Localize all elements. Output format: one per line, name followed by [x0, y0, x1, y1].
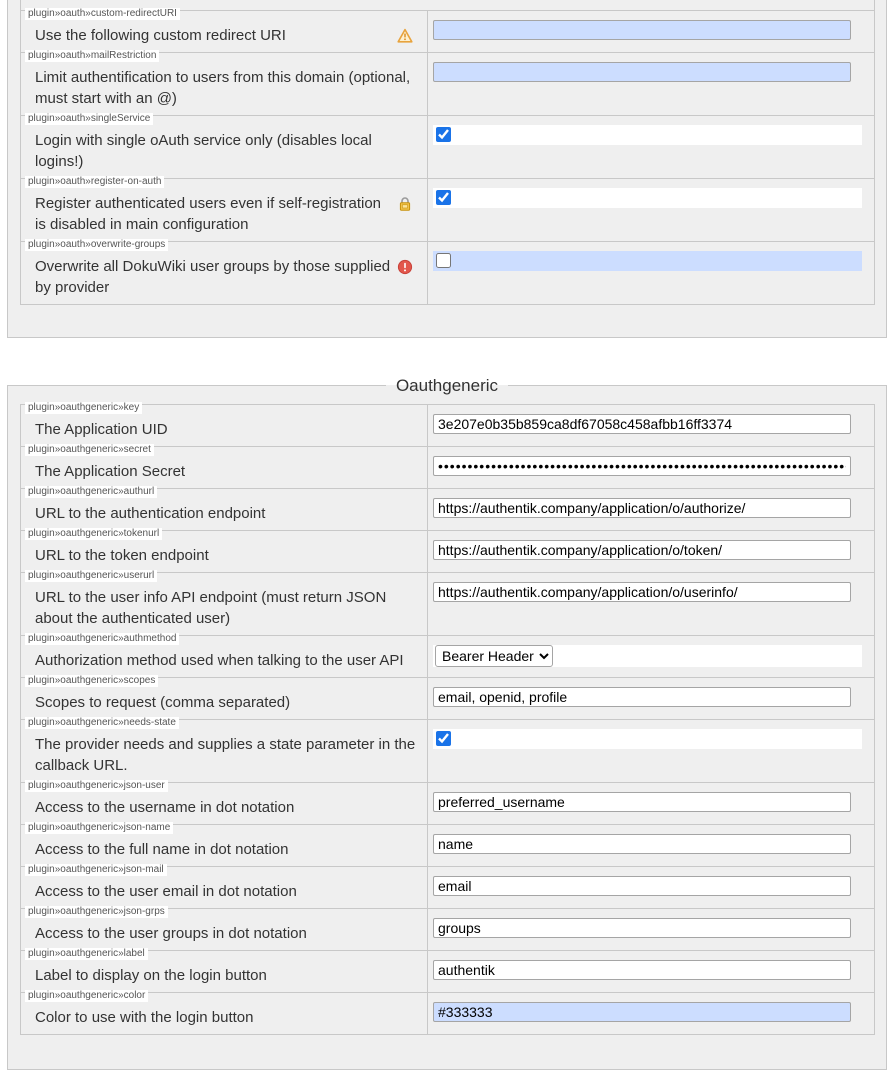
- setting-key: plugin»oauth»register-on-auth: [25, 176, 164, 188]
- setting-label: URL to the authentication endpoint: [35, 504, 266, 522]
- setting-key: plugin»oauthgeneric»authurl: [25, 486, 157, 498]
- json-grps-input[interactable]: [433, 918, 851, 938]
- json-name-input[interactable]: [433, 834, 851, 854]
- setting-value-cell: [428, 824, 875, 866]
- setting-row-register-on-auth: [21, 178, 875, 241]
- setting-label-cell: [21, 989, 428, 1034]
- setting-row-authmethod: [21, 635, 875, 677]
- setting-row-json-grps: [21, 908, 875, 950]
- singleService-checkbox[interactable]: [436, 127, 451, 142]
- setting-label: Access to the user groups in dot notation: [35, 924, 307, 942]
- setting-key: plugin»oauthgeneric»key: [25, 402, 142, 414]
- setting-label-cell: [21, 112, 428, 178]
- setting-label-line: [25, 734, 419, 776]
- setting-value-cell: [428, 992, 875, 1034]
- setting-key: plugin»oauthgeneric»json-mail: [25, 864, 167, 876]
- setting-label-cell: [21, 527, 428, 572]
- setting-label-cell: [21, 863, 428, 908]
- register-on-auth-checkbox[interactable]: [436, 190, 451, 205]
- setting-value-cell: [428, 446, 875, 488]
- setting-row-key: [21, 404, 875, 446]
- setting-row-overwrite-groups: [21, 241, 875, 304]
- section-title: Oauthgeneric: [395, 375, 499, 395]
- custom-redirectURI-input[interactable]: [433, 20, 851, 40]
- setting-value-cell: [428, 115, 875, 178]
- setting-key: plugin»oauthgeneric»json-user: [25, 780, 168, 792]
- needs-state-checkbox[interactable]: [436, 731, 451, 746]
- json-user-input[interactable]: [433, 792, 851, 812]
- setting-label-cell: [21, 905, 428, 950]
- section-oauth: [7, 0, 887, 338]
- setting-label: Login with single oAuth service only (disables local logins!): [35, 131, 372, 170]
- overwrite-groups-checkbox-strip: [433, 251, 862, 271]
- setting-value-cell: [428, 635, 875, 677]
- setting-value-cell: [428, 488, 875, 530]
- register-on-auth-checkbox-strip: [433, 188, 862, 208]
- setting-label: The Application Secret: [35, 462, 186, 480]
- setting-label-line: [25, 67, 419, 109]
- setting-row-custom-redirectURI: [21, 10, 875, 52]
- setting-label: Overwrite all DokuWiki user groups by those supplied by provider: [35, 257, 391, 296]
- setting-label-line: [25, 965, 419, 986]
- setting-value-cell: [428, 677, 875, 719]
- setting-key: plugin»oauthgeneric»authmethod: [25, 633, 179, 645]
- setting-key: plugin»oauthgeneric»scopes: [25, 675, 158, 687]
- setting-key: plugin»oauthgeneric»tokenurl: [25, 528, 162, 540]
- mailRestriction-input[interactable]: [433, 62, 851, 82]
- setting-key: plugin»oauthgeneric»userurl: [25, 570, 157, 582]
- setting-label-cell: [21, 947, 428, 992]
- setting-label-line: [25, 25, 419, 46]
- authurl-input[interactable]: [433, 498, 851, 518]
- setting-row-needs-state: [21, 719, 875, 782]
- setting-value-cell: [428, 572, 875, 635]
- setting-label-cell: [21, 716, 428, 782]
- setting-label-line: [25, 130, 419, 172]
- setting-row-singleService: [21, 115, 875, 178]
- json-mail-input[interactable]: [433, 876, 851, 896]
- setting-label-line: [25, 797, 419, 818]
- setting-label-cell: [21, 175, 428, 241]
- setting-row-scopes: [21, 677, 875, 719]
- setting-value-cell: [428, 908, 875, 950]
- error-icon: [397, 259, 413, 275]
- setting-row-mailRestriction: [21, 52, 875, 115]
- setting-label-line: [25, 587, 419, 629]
- setting-value-cell: [428, 719, 875, 782]
- setting-label-line: [25, 650, 419, 671]
- setting-value-cell: [428, 241, 875, 304]
- oauth-settings-table: [20, 0, 875, 305]
- setting-label: The Application UID: [35, 420, 168, 438]
- setting-label-cell: [21, 674, 428, 719]
- setting-label-cell: [21, 569, 428, 635]
- needs-state-checkbox-strip: [433, 729, 862, 749]
- setting-label-cell: [21, 779, 428, 824]
- setting-label: Limit authentification to users from this domain (optional, must start with an @): [35, 68, 411, 107]
- setting-label: Access to the user email in dot notation: [35, 882, 297, 900]
- setting-label-line: [25, 1007, 419, 1028]
- setting-key: plugin»oauth»custom-redirectURI: [25, 8, 180, 20]
- setting-label-line: [25, 503, 419, 524]
- oauthgeneric-settings-table: [20, 401, 875, 1035]
- setting-label-line: [25, 193, 419, 235]
- setting-key: plugin»oauthgeneric»json-grps: [25, 906, 168, 918]
- setting-label-line: [25, 839, 419, 860]
- setting-value-cell: [428, 10, 875, 52]
- setting-row-tokenurl: [21, 530, 875, 572]
- setting-label-cell: [21, 401, 428, 446]
- setting-label: Access to the username in dot notation: [35, 798, 295, 816]
- authmethod-select[interactable]: [435, 645, 553, 667]
- setting-key: plugin»oauth»overwrite-groups: [25, 239, 168, 251]
- singleService-checkbox-strip: [433, 125, 862, 145]
- setting-label: Label to display on the login button: [35, 966, 267, 984]
- secret-password-input[interactable]: [433, 456, 851, 476]
- setting-label-cell: [21, 7, 428, 52]
- setting-value-cell: [428, 404, 875, 446]
- key-input[interactable]: [433, 414, 851, 434]
- setting-value-cell: [428, 782, 875, 824]
- lock-icon: [397, 196, 413, 212]
- scopes-input[interactable]: [433, 687, 851, 707]
- tokenurl-input[interactable]: [433, 540, 851, 560]
- setting-row-authurl: [21, 488, 875, 530]
- setting-label: Access to the full name in dot notation: [35, 840, 289, 858]
- setting-key: plugin»oauthgeneric»color: [25, 990, 148, 1002]
- setting-label-line: [25, 545, 419, 566]
- setting-label: The provider needs and supplies a state parameter in the callback URL.: [35, 735, 416, 774]
- cut-off-value-cell: [428, 0, 875, 10]
- setting-label-line: [25, 881, 419, 902]
- setting-value-cell: [428, 178, 875, 241]
- setting-row-userurl: [21, 572, 875, 635]
- section-oauthgeneric: [7, 376, 887, 1070]
- setting-key: plugin»oauthgeneric»secret: [25, 444, 154, 456]
- setting-label-line: [25, 923, 419, 944]
- setting-label: Register authenticated users even if self-registration is disabled in main configuration: [35, 194, 382, 233]
- setting-label: URL to the user info API endpoint (must return JSON about the authenticated user): [35, 588, 387, 627]
- setting-row-secret: [21, 446, 875, 488]
- setting-key: plugin»oauthgeneric»json-name: [25, 822, 173, 834]
- setting-key: plugin»oauth»mailRestriction: [25, 50, 159, 62]
- setting-label-cell: [21, 443, 428, 488]
- setting-label: Scopes to request (comma separated): [35, 693, 291, 711]
- setting-label-cell: [21, 238, 428, 304]
- setting-label-cell: [21, 821, 428, 866]
- setting-key: plugin»oauthgeneric»label: [25, 948, 148, 960]
- setting-value-cell: [428, 52, 875, 115]
- setting-label: Authorization method used when talking to the user API: [35, 651, 404, 669]
- setting-label-cell: [21, 632, 428, 677]
- setting-label-line: [25, 419, 419, 440]
- overwrite-groups-checkbox[interactable]: [436, 253, 451, 268]
- setting-row-json-user: [21, 782, 875, 824]
- setting-label: Color to use with the login button: [35, 1008, 254, 1026]
- setting-row-label: [21, 950, 875, 992]
- warning-icon: [397, 28, 413, 44]
- label-input[interactable]: [433, 960, 851, 980]
- setting-row-json-mail: [21, 866, 875, 908]
- authmethod-select-strip: [433, 645, 862, 667]
- setting-key: plugin»oauth»singleService: [25, 113, 153, 125]
- setting-label-cell: [21, 49, 428, 115]
- setting-row-json-name: [21, 824, 875, 866]
- setting-label-line: [25, 692, 419, 713]
- setting-row-color: [21, 992, 875, 1034]
- setting-key: plugin»oauthgeneric»needs-state: [25, 717, 179, 729]
- setting-label-line: [25, 256, 419, 298]
- setting-label: Use the following custom redirect URI: [35, 26, 286, 44]
- setting-label-cell: [21, 485, 428, 530]
- setting-value-cell: [428, 530, 875, 572]
- setting-label: URL to the token endpoint: [35, 546, 209, 564]
- setting-value-cell: [428, 950, 875, 992]
- userurl-input[interactable]: [433, 582, 851, 602]
- color-input[interactable]: [433, 1002, 851, 1022]
- setting-label-line: [25, 461, 419, 482]
- setting-value-cell: [428, 866, 875, 908]
